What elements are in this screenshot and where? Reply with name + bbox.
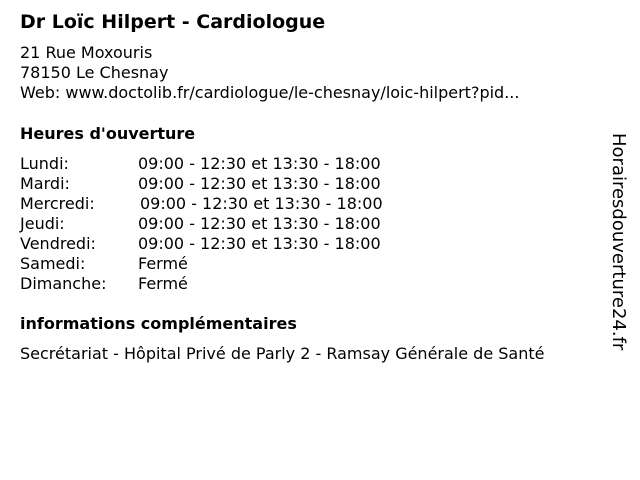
opening-hours-heading: Heures d'ouverture xyxy=(20,124,196,143)
additional-info-text: Secrétariat - Hôpital Privé de Parly 2 - Ramsay Générale de Santé xyxy=(20,344,545,363)
additional-info-heading: informations complémentaires xyxy=(20,314,297,333)
day-label: Mercredi: xyxy=(20,194,95,213)
hours-row-thursday xyxy=(20,214,383,234)
day-label: Jeudi: xyxy=(20,214,65,233)
day-hours: 09:00 - 12:30 et 13:30 - 18:00 xyxy=(138,154,381,173)
website-link[interactable]: Web: www.doctolib.fr/cardiologue/le-chesnay/loic-hilpert?pid... xyxy=(20,83,520,102)
hours-row-saturday xyxy=(20,254,383,274)
day-label: Vendredi: xyxy=(20,234,96,253)
day-hours: Fermé xyxy=(138,254,188,273)
day-hours: 09:00 - 12:30 et 13:30 - 18:00 xyxy=(138,234,381,253)
hours-row-monday xyxy=(20,154,383,174)
hours-row-sunday xyxy=(20,274,383,294)
site-watermark: Horairesdouverture24.fr xyxy=(608,133,629,351)
day-label: Lundi: xyxy=(20,154,69,173)
day-hours: 09:00 - 12:30 et 13:30 - 18:00 xyxy=(140,194,383,213)
day-hours: 09:00 - 12:30 et 13:30 - 18:00 xyxy=(138,214,381,233)
hours-row-wednesday xyxy=(20,194,383,214)
day-hours: 09:00 - 12:30 et 13:30 - 18:00 xyxy=(138,174,381,193)
day-hours: Fermé xyxy=(138,274,188,293)
day-label: Samedi: xyxy=(20,254,86,273)
hours-row-friday xyxy=(20,234,383,254)
day-label: Mardi: xyxy=(20,174,70,193)
page-title: Dr Loïc Hilpert - Cardiologue xyxy=(20,11,326,33)
hours-row-tuesday xyxy=(20,174,383,194)
opening-hours-table xyxy=(20,154,383,294)
day-label: Dimanche: xyxy=(20,274,107,293)
city-address: 78150 Le Chesnay xyxy=(20,63,169,82)
street-address: 21 Rue Moxouris xyxy=(20,43,153,62)
address-block xyxy=(20,43,519,103)
